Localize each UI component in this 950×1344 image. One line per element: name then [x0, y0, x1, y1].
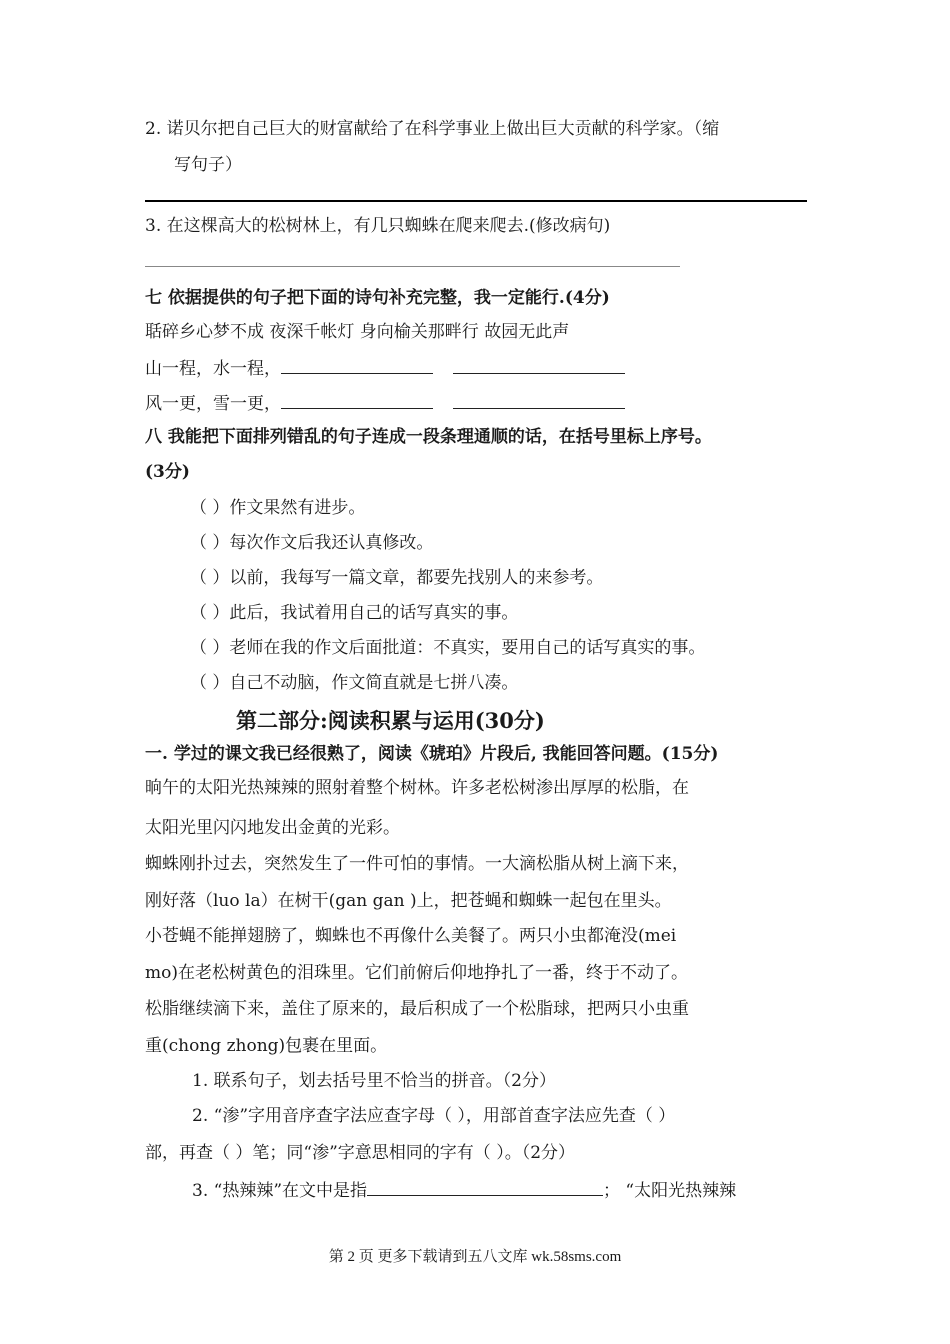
q7-line1-prefix: 山一程，水一程， [145, 359, 281, 379]
passage-line: 晌午的太阳光热辣辣的照射着整个树林。许多老松树渗出厚厚的松脂，在 [145, 778, 689, 798]
q8-item: （ ）自己不动脑，作文简直就是七拼八凑。 [190, 673, 519, 693]
q7-line1 [145, 355, 625, 381]
passage-line: 蜘蛛刚扑过去，突然发生了一件可怕的事情。一大滴松脂从树上滴下来， [145, 854, 689, 874]
page-footer: 第 2 页 更多下载请到五八文库 wk.58sms.com [328, 1249, 622, 1265]
passage-line: 小苍蝇不能掸翅膀了，蜘蛛也不再像什么美餐了。两只小虫都淹没(mei [145, 926, 677, 946]
blank-2a[interactable] [281, 390, 433, 409]
q8-title-line2: (3分) [145, 462, 190, 482]
q6-item2-line2: 写句子） [174, 155, 242, 175]
sub-question-3-suffix: ； “太阳光热辣辣 [603, 1181, 737, 1201]
passage-line: 太阳光里闪闪地发出金黄的光彩。 [145, 818, 400, 838]
sub-question-2-line1: 2. “渗”字用音序查字法应查字母（ ），用部首查字法应先查（ ） [192, 1106, 676, 1126]
passage-line: 松脂继续滴下来，盖住了原来的，最后积成了一个松脂球，把两只小虫重 [145, 999, 689, 1019]
sub-question-3-prefix: 3. “热辣辣”在文中是指 [192, 1181, 368, 1201]
q8-item: （ ）老师在我的作文后面批道：不真实，要用自己的话写真实的事。 [190, 638, 706, 658]
q8-item: （ ）以前，我每写一篇文章，都要先找别人的来参考。 [190, 568, 604, 588]
q7-title: 七 依据提供的句子把下面的诗句补充完整，我一定能行.(4分) [145, 288, 610, 308]
blank-1a[interactable] [281, 355, 433, 374]
sub-question-3 [192, 1177, 736, 1203]
passage-line: mo)在老松树黄色的泪珠里。它们前俯后仰地挣扎了一番，终于不动了。 [145, 963, 688, 983]
passage-line: 刚好落（luo la）在树干(gan gan )上，把苍蝇和蜘蛛一起包在里头。 [145, 891, 672, 911]
q6-item3: 3. 在这棵高大的松树林上，有几只蜘蛛在爬来爬去.(修改病句) [145, 216, 611, 236]
q7-options: 聒碎乡心梦不成 夜深千帐灯 身向榆关那畔行 故园无此声 [145, 322, 570, 342]
q6-item2-line1: 2. 诺贝尔把自己巨大的财富献给了在科学事业上做出巨大贡献的科学家。（缩 [145, 119, 720, 139]
part2-title: 第二部分:阅读积累与运用(30分) [236, 708, 545, 733]
passage-line: 重(chong zhong)包裹在里面。 [145, 1036, 388, 1056]
answer-line-thin [145, 266, 680, 267]
q8-title-line1: 八 我能把下面排列错乱的句子连成一段条理通顺的话，在括号里标上序号。 [145, 427, 712, 447]
answer-line-thick [145, 200, 807, 202]
blank-2b[interactable] [453, 390, 625, 409]
part2-q1-title: 一. 学过的课文我已经很熟了，阅读《琥珀》片段后, 我能回答问题。(15分) [145, 744, 719, 764]
q7-line2-prefix: 风一更，雪一更， [145, 394, 281, 414]
q7-line2 [145, 390, 625, 416]
blank-1b[interactable] [453, 355, 625, 374]
sub-question-2-line2: 部，再查（ ）笔；同“渗”字意思相同的字有（ ）。（2分） [145, 1143, 576, 1163]
q8-item: （ ）此后，我试着用自己的话写真实的事。 [190, 603, 519, 623]
q8-item: （ ）每次作文后我还认真修改。 [190, 533, 434, 553]
sub-question-1: 1. 联系句子，划去括号里不恰当的拼音。（2分） [192, 1071, 556, 1091]
q8-item: （ ）作文果然有进步。 [190, 498, 366, 518]
answer-blank-3[interactable] [367, 1177, 603, 1196]
